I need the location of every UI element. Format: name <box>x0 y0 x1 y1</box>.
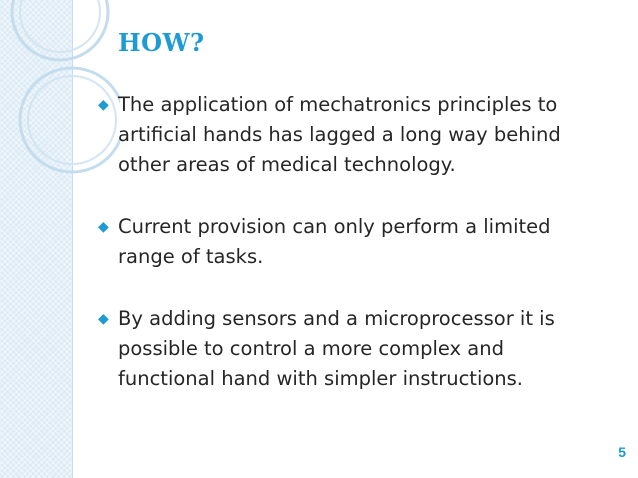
slide-title: HOW? <box>118 28 205 57</box>
diamond-bullet-icon: ◆ <box>98 97 109 113</box>
ring-top-inner <box>20 0 100 52</box>
bullet-item <box>98 212 598 272</box>
diamond-bullet-icon: ◆ <box>98 311 109 327</box>
diamond-bullet-icon: ◆ <box>98 219 109 235</box>
bullet-list <box>98 90 598 426</box>
bullet-item <box>98 90 598 180</box>
page-number: 5 <box>618 444 626 460</box>
bullet-text: By adding sensors and a microprocessor it is possible to control a more complex and functional hand with simpler instructions. <box>118 307 555 390</box>
bullet-text: Current provision can only perform a limited range of tasks. <box>118 215 551 268</box>
bullet-text: The application of mechatronics principles to artificial hands has lagged a long way behind other areas of medical technology. <box>118 93 561 176</box>
bullet-item <box>98 304 598 394</box>
